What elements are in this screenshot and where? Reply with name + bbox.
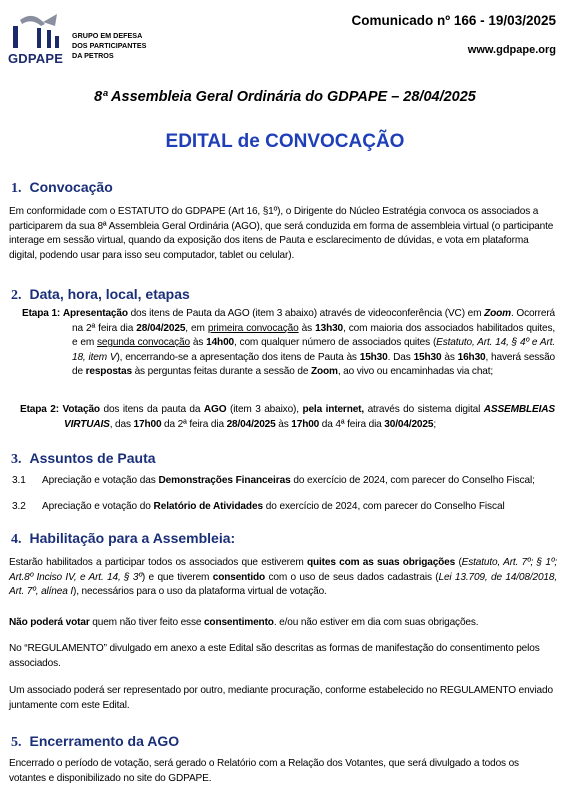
logo-mark bbox=[11, 12, 66, 50]
etapa-1: Etapa 1: Apresentação dos itens de Pauta da AGO (item 3 abaixo) através de videoconferência (VC) em Zoom. Ocorrerá na 2ª feira dia 28/04/2025, em primeira convocação às 13h30, com maioria dos associados habilitados quites, e em segunda convocação às 14h00, com qualquer número de associados quites (Estatuto, Art. 14, § 4º e Art. 18, item V), encerrando-se a apresentação dos itens de Pauta às 15h30. Das 15h30 às 16h30, haverá sessão de respostas às perguntas feitas durante a sessão de Zoom, ao vivo ou encaminhadas via chat; bbox=[22, 308, 556, 378]
section-4-paragraph-3: No “REGULAMENTO” divulgado em anexo a este Edital são descritas as formas de manifestação do consentimento pelos associados. bbox=[9, 643, 540, 669]
section-3-heading: 3. Assuntos de Pauta bbox=[11, 450, 156, 467]
section-1-heading: 1. Convocação bbox=[11, 179, 113, 196]
section-4-paragraph-4: Um associado poderá ser representado por outro, mediante procuração, conforme estabelecido no REGULAMENTO enviado juntamente com este Edital. bbox=[9, 685, 553, 711]
logo-icon bbox=[11, 12, 66, 50]
edital-title: EDITAL de CONVOCAÇÃO bbox=[165, 131, 405, 152]
agenda-item-3-1: 3.1 Apreciação e votação das Demonstrações Financeiras do exercício de 2024, com parecer do Conselho Fiscal; bbox=[12, 475, 535, 486]
assembly-title: 8ª Assembleia Geral Ordinária do GDPAPE – 28/04/2025 bbox=[94, 89, 476, 105]
section-5-heading: 5. Encerramento da AGO bbox=[11, 733, 180, 750]
section-4-heading: 4. Habilitação para a Assembleia: bbox=[11, 530, 236, 547]
section-2-heading: 2. Data, hora, local, etapas bbox=[11, 286, 190, 303]
section-4-paragraph-2: Não poderá votar quem não tiver feito esse consentimento. e/ou não estiver em dia com suas obrigações. bbox=[9, 617, 479, 628]
etapa-2: Etapa 2: Votação dos itens da pauta da AGO (item 3 abaixo), pela internet, através do sistema digital ASSEMBLEIAS VIRTUAIS, das 17h00 da 2ª feira dia 28/04/2025 às 17h00 da 4ª feira dia 30/04/2025; bbox=[20, 404, 555, 430]
website-link[interactable]: www.gdpape.org bbox=[467, 44, 556, 56]
comunicado-number: Comunicado nº 166 - 19/03/2025 bbox=[351, 13, 556, 28]
agenda-item-3-2: 3.2 Apreciação e votação do Relatório de Atividades do exercício de 2024, com parecer do Conselho Fiscal bbox=[12, 501, 505, 512]
section-1-text: Em conformidade com o ESTATUTO do GDPAPE (Art 16, §1º), o Dirigente do Núcleo Estratégia convoca os associados a participarem da sua 8ª Assembleia Geral Ordinária (AGO), que será conduzida em forma de assembleia virtual (o participante interage em sessão virtual, quando da exposição dos itens de Pauta e esclarecimento de dúvidas, e vota em plataforma digital, podendo usar para isso seu computador, tablet ou celular). bbox=[9, 206, 554, 261]
section-5-text: Encerrado o período de votação, será gerado o Relatório com a Relação dos Votantes, que será divulgado a todos os votantes e disponibilizado no site do GDPAPE. bbox=[9, 758, 519, 784]
section-4-paragraph-1: Estarão habilitados a participar todos os associados que estiverem quites com as suas obrigações (Estatuto, Art. 7º; § 1º; Art.8º Inciso IV, e Art. 14, § 3º) e que tiverem consentido com o uso de seus dados cadastrais (Lei 13.709, de 14/08/2018, Art. 7º, alínea I), necessários para o uso da plataforma virtual de votação. bbox=[9, 557, 558, 598]
logo-subtitle: GRUPO EM DEFESA DOS PARTICIPANTES DA PETROS bbox=[72, 31, 147, 60]
logo-text: GDPAPE bbox=[8, 51, 64, 66]
